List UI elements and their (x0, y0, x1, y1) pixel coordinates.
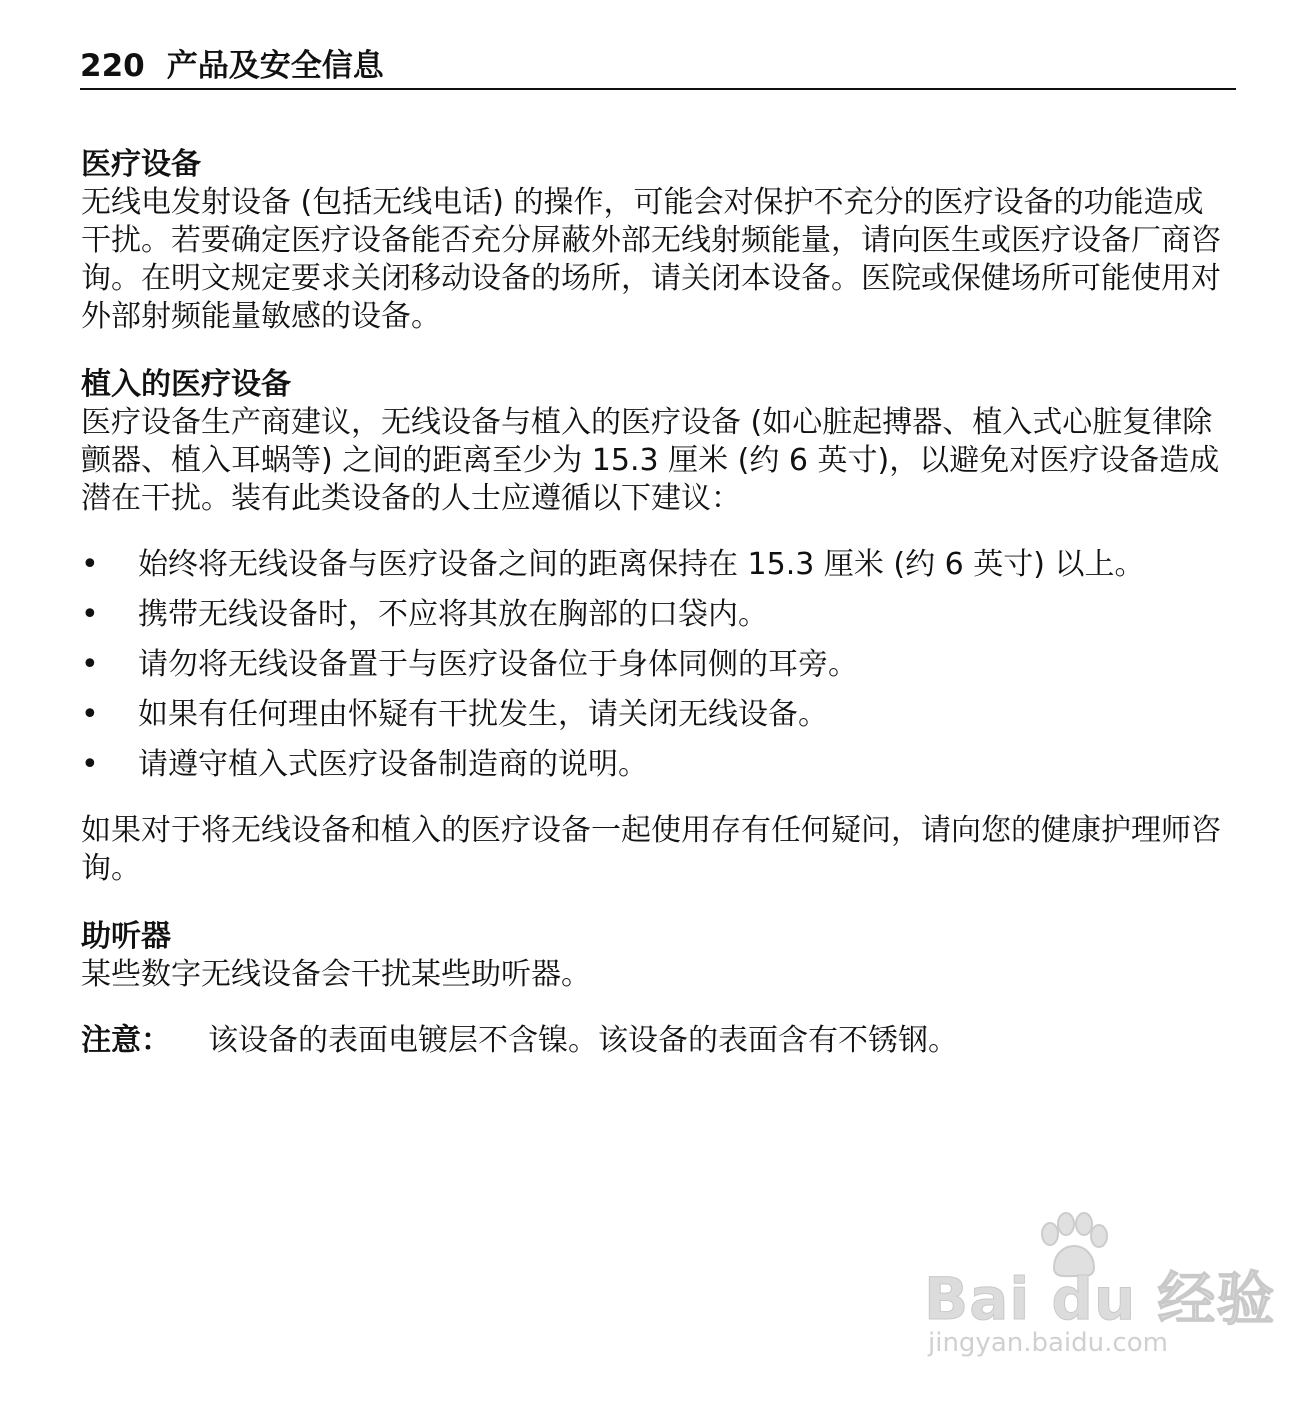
paragraph: 医疗设备生产商建议，无线设备与植入的医疗设备 (如心脏起搏器、植入式心脏复律除颤器、植入耳蜗等) 之间的距离至少为 15.3 厘米 (约 6 英寸)，以避免对医疗设备造成潜在干扰。装有此类设备的人士应遵循以下建议： (81, 405, 1220, 516)
list-item (81, 646, 1231, 684)
section-heading: 助听器 (81, 919, 171, 954)
list-item (81, 746, 1231, 784)
paragraph: 某些数字无线设备会干扰某些助听器。 (81, 957, 591, 992)
page-number: 220 (80, 48, 145, 84)
note (81, 1022, 1231, 1060)
paragraph: 如果对于将无线设备和植入的医疗设备一起使用存有任何疑问，请向您的健康护理师咨询。 (81, 813, 1221, 886)
watermark (924, 1212, 1276, 1372)
bullet-icon: • (81, 547, 99, 582)
note-text: 该设备的表面电镀层不含镍。该设备的表面含有不锈钢。 (208, 1023, 958, 1058)
section-heading: 植入的医疗设备 (81, 367, 291, 402)
bullet-icon: • (81, 697, 99, 732)
watermark-brand: Bai du 经验 (924, 1265, 1276, 1333)
bullet-icon: • (81, 647, 99, 682)
list-item (81, 546, 1231, 584)
header-title: 产品及安全信息 (166, 48, 384, 84)
paragraph: 无线电发射设备 (包括无线电话) 的操作，可能会对保护不充分的医疗设备的功能造成干扰。若要确定医疗设备能否充分屏蔽外部无线射频能量，请向医生或医疗设备厂商咨询。在明文规定要求关闭移动设备的场所，请关闭本设备。医院或保健场所可能使用对外部射频能量敏感的设备。 (81, 185, 1221, 334)
running-header (80, 44, 1236, 90)
list-item (81, 596, 1231, 634)
watermark-url: jingyan.baidu.com (928, 1328, 1168, 1358)
document-body (81, 146, 1231, 1090)
section-hearing-aids (81, 918, 1231, 1060)
note-label: 注意： (81, 1023, 171, 1058)
list-item-text: 携带无线设备时，不应将其放在胸部的口袋内。 (138, 597, 768, 632)
section-medical-devices (81, 146, 1231, 336)
list-item-text: 始终将无线设备与医疗设备之间的距离保持在 15.3 厘米 (约 6 英寸) 以上。 (138, 547, 1145, 582)
section-heading: 医疗设备 (81, 147, 201, 182)
list-item-text: 请遵守植入式医疗设备制造商的说明。 (138, 747, 648, 782)
list-item-text: 请勿将无线设备置于与医疗设备位于身体同侧的耳旁。 (138, 647, 858, 682)
bullet-icon: • (81, 597, 99, 632)
bullet-list (81, 546, 1231, 784)
bullet-icon: • (81, 747, 99, 782)
list-item (81, 696, 1231, 734)
list-item-text: 如果有任何理由怀疑有干扰发生，请关闭无线设备。 (138, 697, 828, 732)
section-implanted-devices (81, 366, 1231, 888)
